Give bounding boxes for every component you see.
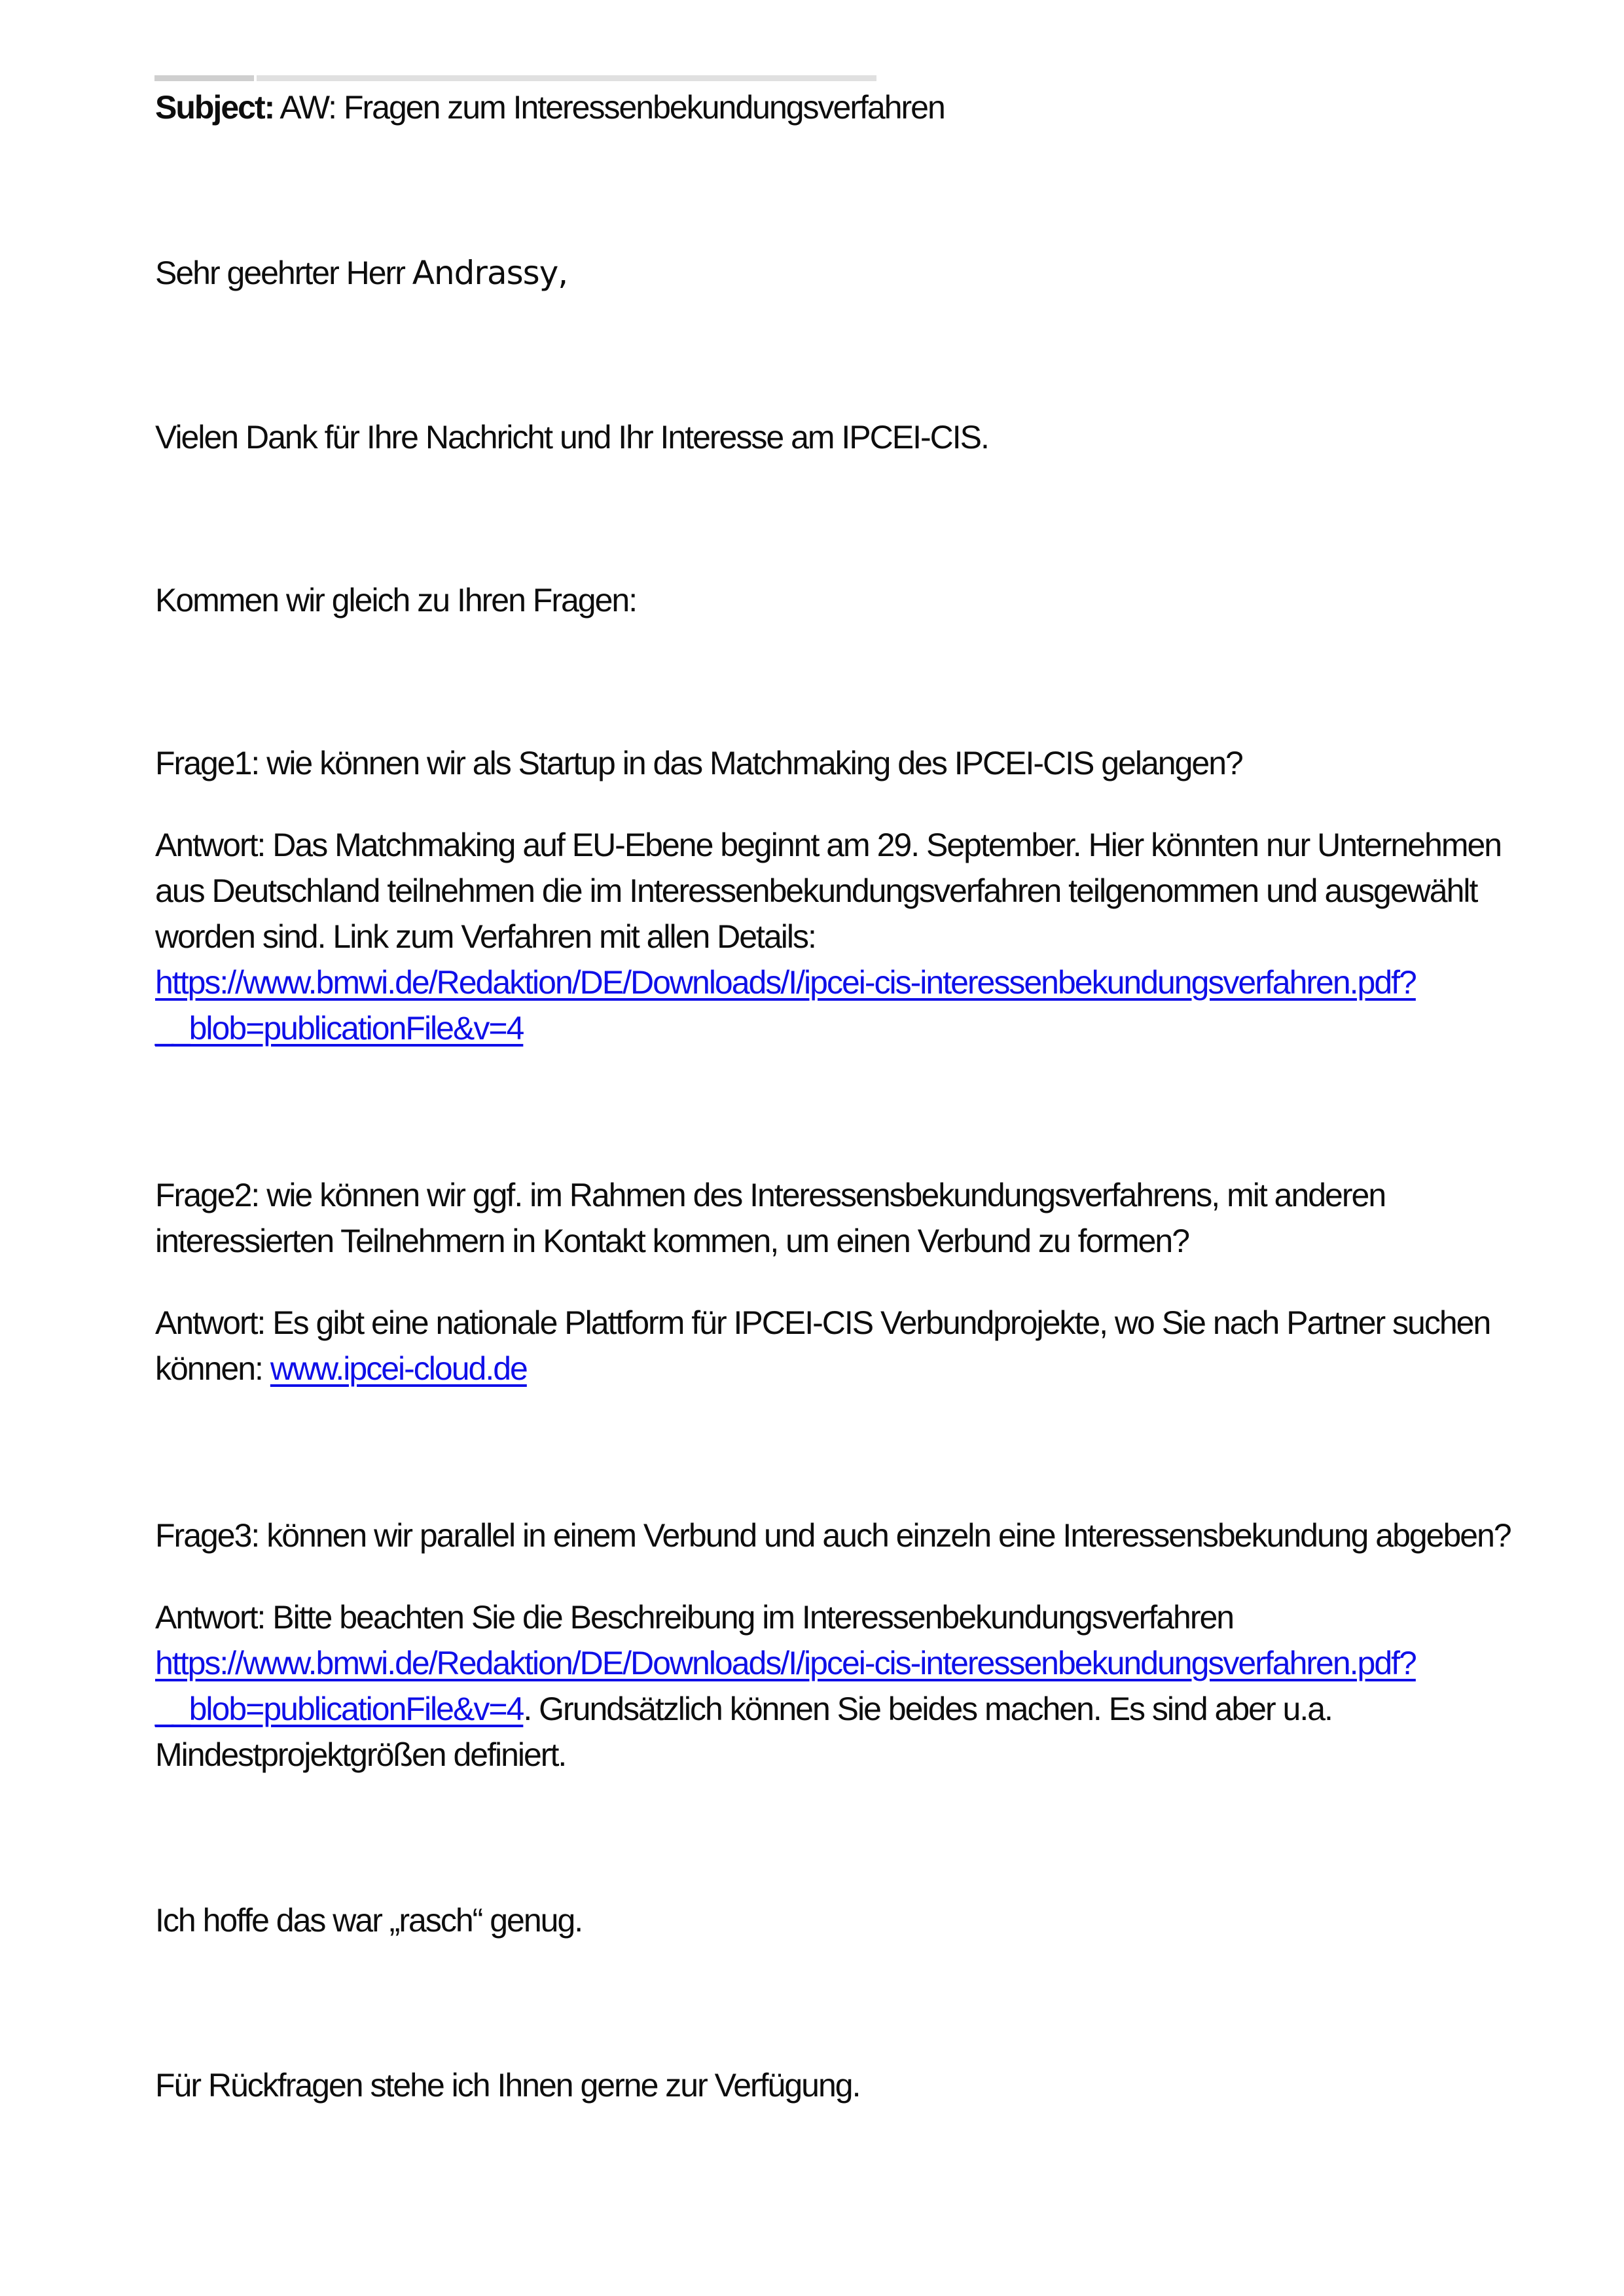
- intro-line: [155, 577, 1585, 623]
- intro-text: Kommen wir gleich zu Ihren Fragen:: [155, 582, 637, 619]
- ipcei-cloud-link[interactable]: www.ipcei-cloud.de: [270, 1350, 527, 1387]
- question-1-text: Frage1: wie können wir als Startup in das Matchmaking des IPCEI-CIS gelangen?: [155, 745, 1242, 781]
- question-2-line-2: interessierten Teilnehmern in Kontakt kommen, um einen Verbund zu formen?: [155, 1223, 1189, 1259]
- reply-divider: [154, 75, 876, 81]
- question-2: [155, 1172, 1585, 1264]
- greeting-prefix: Sehr geehrter Herr: [155, 255, 405, 291]
- divider-segment-right: [257, 75, 876, 81]
- answer-3-line-1: Antwort: Bitte beachten Sie die Beschreibung im Interessenbekundungsverfahren: [155, 1599, 1234, 1636]
- bmwi-pdf-link-2-line-1[interactable]: https://www.bmwi.de/Redaktion/DE/Downloads/I/ipcei-cis-interessenbekundungsverfahren.pdf?: [155, 1645, 1416, 1681]
- closing-2-text: Für Rückfragen stehe ich Ihnen gerne zur Verfügung.: [155, 2067, 860, 2104]
- greeting-line: [155, 250, 1585, 296]
- thanks-line: [155, 414, 1585, 460]
- answer-3: [155, 1594, 1585, 1778]
- answer-1-line-1: Antwort: Das Matchmaking auf EU-Ebene beginnt am 29. September. Hier könnten nur Unternehmen: [155, 827, 1502, 863]
- question-3: [155, 1513, 1585, 1558]
- bmwi-pdf-link-line-1[interactable]: https://www.bmwi.de/Redaktion/DE/Downloads/I/ipcei-cis-interessenbekundungsverfahren.pdf?: [155, 964, 1416, 1001]
- recipient-name: Andrassy,: [412, 254, 568, 292]
- answer-2-line-1: Antwort: Es gibt eine nationale Plattform für IPCEI-CIS Verbundprojekte, wo Sie nach Partner suchen: [155, 1304, 1490, 1341]
- divider-segment-left: [154, 75, 254, 81]
- bmwi-pdf-link-line-2[interactable]: __blob=publicationFile&v=4: [155, 1010, 524, 1047]
- answer-3-after-link: . Grundsätzlich können Sie beides machen. Es sind aber u.a.: [523, 1691, 1332, 1727]
- answer-3-line-4: Mindestprojektgrößen definiert.: [155, 1736, 566, 1773]
- answer-1-line-3: worden sind. Link zum Verfahren mit allen Details:: [155, 918, 816, 955]
- question-3-text: Frage3: können wir parallel in einem Verbund und auch einzeln eine Interessensbekundung abgeben?: [155, 1517, 1511, 1554]
- subject-text: AW: Fragen zum Interessenbekundungsverfahren: [280, 89, 945, 126]
- answer-1: [155, 822, 1585, 1051]
- subject-line: [155, 84, 1585, 130]
- thanks-text: Vielen Dank für Ihre Nachricht und Ihr Interesse am IPCEI-CIS.: [155, 419, 988, 456]
- answer-2: [155, 1300, 1585, 1391]
- closing-line-1: [155, 1897, 1585, 1943]
- answer-2-prefix: können:: [155, 1350, 262, 1387]
- closing-1-text: Ich hoffe das war „rasch“ genug.: [155, 1902, 583, 1939]
- question-2-line-1: Frage2: wie können wir ggf. im Rahmen des Interessensbekundungsverfahrens, mit anderen: [155, 1177, 1386, 1213]
- closing-line-2: [155, 2062, 1585, 2108]
- subject-label: Subject:: [155, 89, 274, 126]
- question-1: [155, 740, 1585, 786]
- answer-1-line-2: aus Deutschland teilnehmen die im Interessenbekundungsverfahren teilgenommen und ausgewählt: [155, 872, 1477, 909]
- bmwi-pdf-link-2-line-2[interactable]: __blob=publicationFile&v=4: [155, 1691, 524, 1727]
